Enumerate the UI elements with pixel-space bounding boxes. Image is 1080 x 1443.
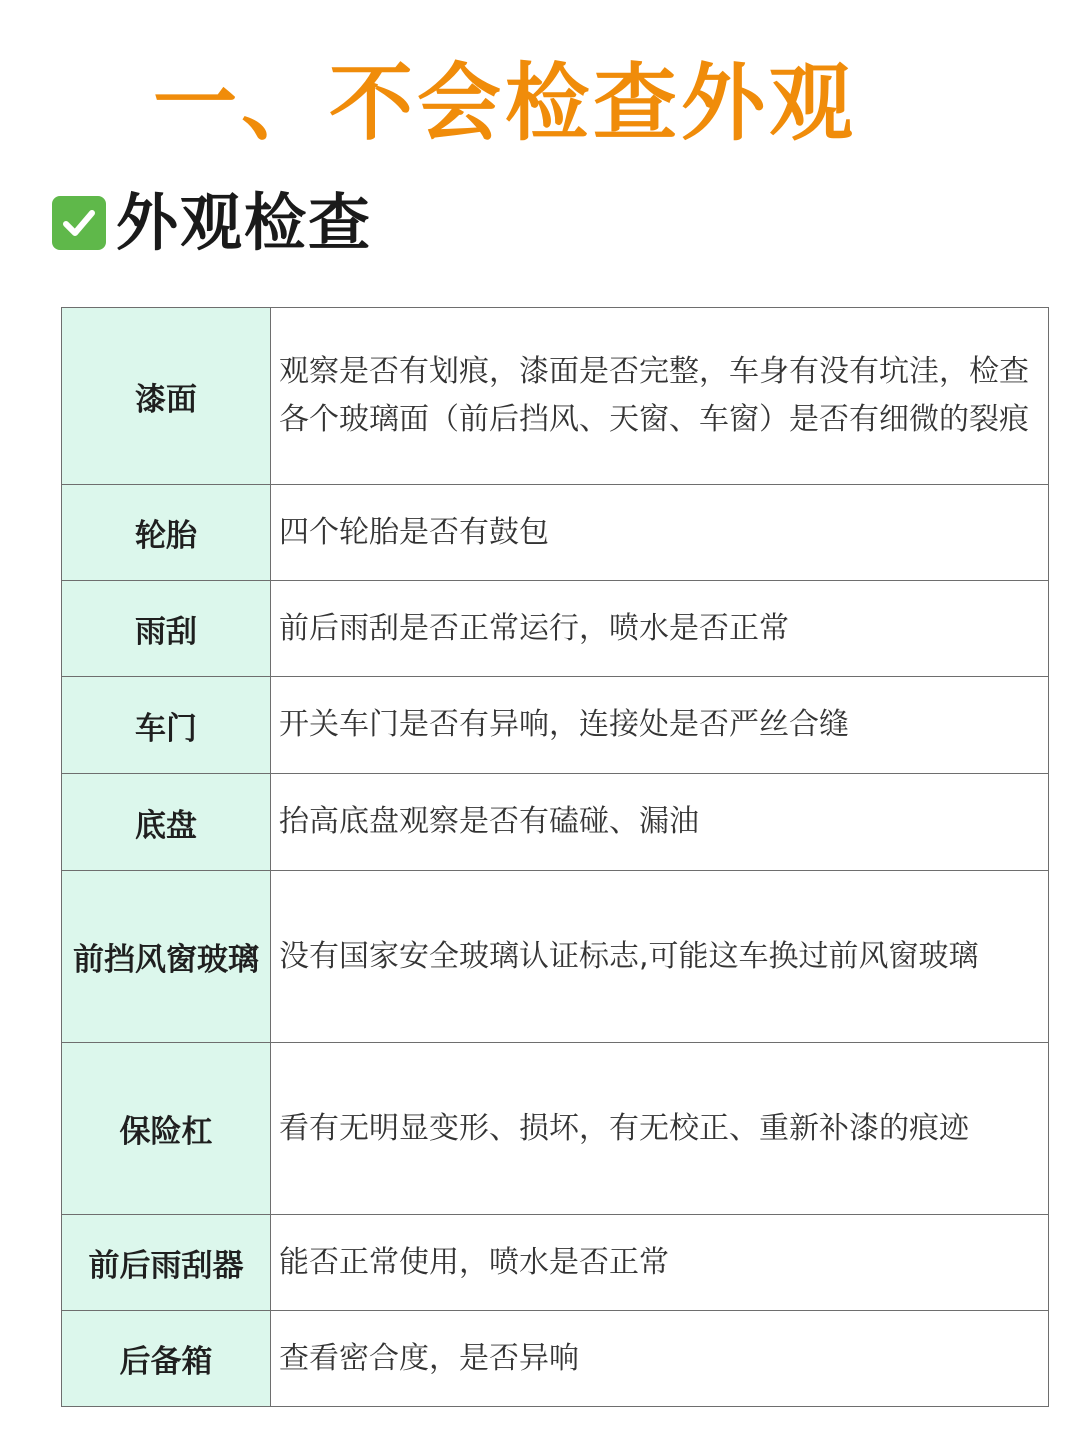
table-row [62,774,1049,871]
section-heading [52,188,372,258]
section-title: 外观检查 [116,186,373,259]
item-name: 漆面 [62,308,271,485]
item-description: 没有国家安全玻璃认证标志,可能这车换过前风窗玻璃 [271,871,1049,1043]
item-description: 开关车门是否有异响，连接处是否严丝合缝 [271,677,1049,774]
item-name: 后备箱 [62,1311,271,1407]
table-row [62,581,1049,677]
item-description: 观察是否有划痕，漆面是否完整，车身有没有坑洼，检查各个玻璃面（前后挡风、天窗、车窗）是否有细微的裂痕 [271,308,1049,485]
item-name: 轮胎 [62,485,271,581]
table-row [62,677,1049,774]
item-name: 雨刮 [62,581,271,677]
table-row [62,1043,1049,1215]
inspection-table [61,307,1049,1407]
table-row [62,485,1049,581]
item-description: 四个轮胎是否有鼓包 [271,485,1049,581]
item-description: 前后雨刮是否正常运行，喷水是否正常 [271,581,1049,677]
item-name: 前挡风窗玻璃 [62,871,271,1043]
item-description: 看有无明显变形、损坏，有无校正、重新补漆的痕迹 [271,1043,1049,1215]
table-row [62,871,1049,1043]
item-description: 查看密合度，是否异响 [271,1311,1049,1407]
item-name: 底盘 [62,774,271,871]
table-row [62,1215,1049,1311]
page-title: 一、不会检查外观 [152,54,857,152]
item-name: 车门 [62,677,271,774]
item-name: 保险杠 [62,1043,271,1215]
table-row [62,1311,1049,1407]
item-description: 能否正常使用，喷水是否正常 [271,1215,1049,1311]
check-mark-icon [52,196,106,250]
item-name: 前后雨刮器 [62,1215,271,1311]
table-row [62,308,1049,485]
item-description: 抬高底盘观察是否有磕碰、漏油 [271,774,1049,871]
